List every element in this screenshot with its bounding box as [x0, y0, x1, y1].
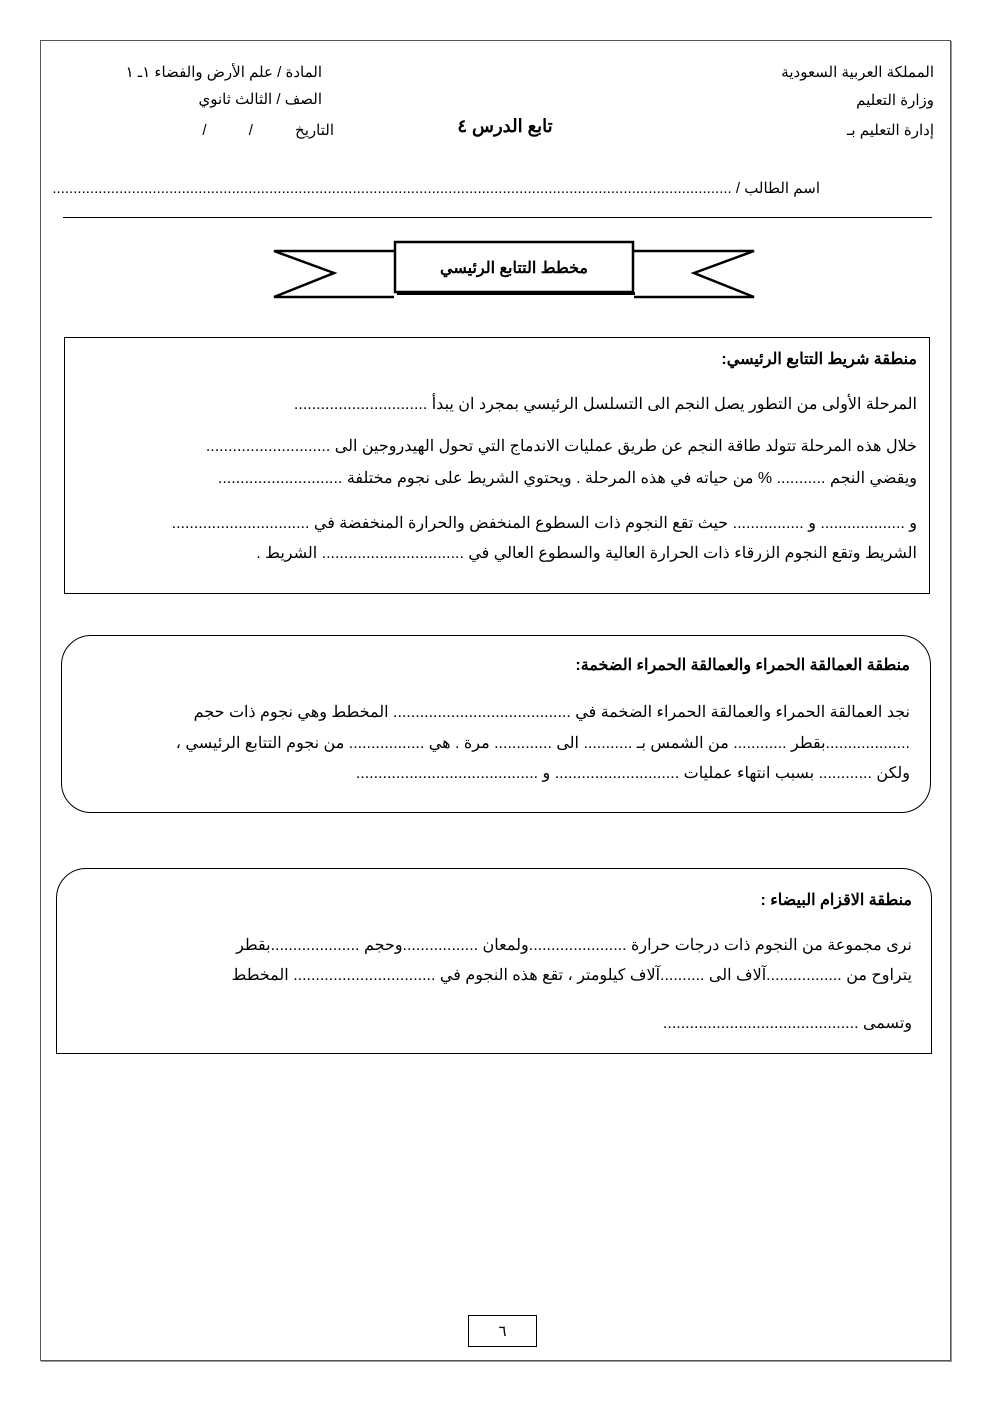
header-divider [63, 217, 932, 218]
section2-line: نجد العمالقة الحمراء والعمالقة الحمراء الضخمة في ........................................ المخطط وهي نجوم ذات حجم [193, 704, 910, 721]
subject-label: المادة / علم الأرض والفضاء ١ـ ١ [125, 64, 322, 81]
date-label: التاريخ / / [202, 122, 334, 139]
ministry-label: وزارة التعليم [856, 92, 934, 109]
section1-line: و ................... و ................ حيث تقع النجوم ذات السطوع المنخفض والحرارة المنخفضة في ............................... [171, 515, 917, 532]
banner-title: مخطط التتابع الرئيسي [440, 260, 588, 277]
section3-line: يتراوح من .................آلاف الى ..........آلاف كيلومتر ، تقع هذه النجوم في ................................ المخطط [231, 967, 912, 984]
section3-title: منطقة الاقزام البيضاء : [760, 892, 912, 909]
lesson-title: تابع الدرس ٤ [457, 116, 553, 136]
section2-line: ...................بقطر ............ من الشمس بـ ........... الى ............. مرة . هي ................. من نجوم التتابع الرئيسي ، [175, 735, 910, 752]
page-number: ٦ [468, 1315, 537, 1347]
section1-line: المرحلة الأولى من التطور يصل النجم الى التسلسل الرئيسي بمجرد ان يبدأ .............................. [293, 396, 917, 413]
section3-line: نرى مجموعة من النجوم ذات درجات حرارة ......................ولمعان .................وحجم ....................بقطر [236, 937, 912, 954]
section2-line: ولكن ............ بسبب انتهاء عمليات ............................ و ......................................... [355, 765, 910, 782]
section2-title: منطقة العمالقة الحمراء والعمالقة الحمراء الضخمة: [575, 657, 910, 674]
directorate-label: إدارة التعليم بـ [847, 122, 934, 139]
grade-label: الصف / الثالث ثانوي [198, 91, 322, 108]
student-name-field[interactable]: اسم الطالب / ................................................................................................................................................................... [52, 180, 820, 197]
section1-line: الشريط وتقع النجوم الزرقاء ذات الحرارة العالية والسطوع العالي في ................................ الشريط . [256, 545, 917, 562]
section1-title: منطقة شريط التتابع الرئيسي: [721, 351, 917, 368]
section3-line: وتسمى ............................................ [662, 1015, 912, 1032]
section1-line: ويقضي النجم ........... % من حياته في هذه المرحلة . ويحتوي الشريط على نجوم مختلفة ............................ [217, 470, 917, 487]
section1-line: خلال هذه المرحلة تتولد طاقة النجم عن طريق عمليات الاندماج التي تحول الهيدروجين الى ............................ [205, 438, 917, 455]
kingdom-label: المملكة العربية السعودية [781, 64, 934, 81]
